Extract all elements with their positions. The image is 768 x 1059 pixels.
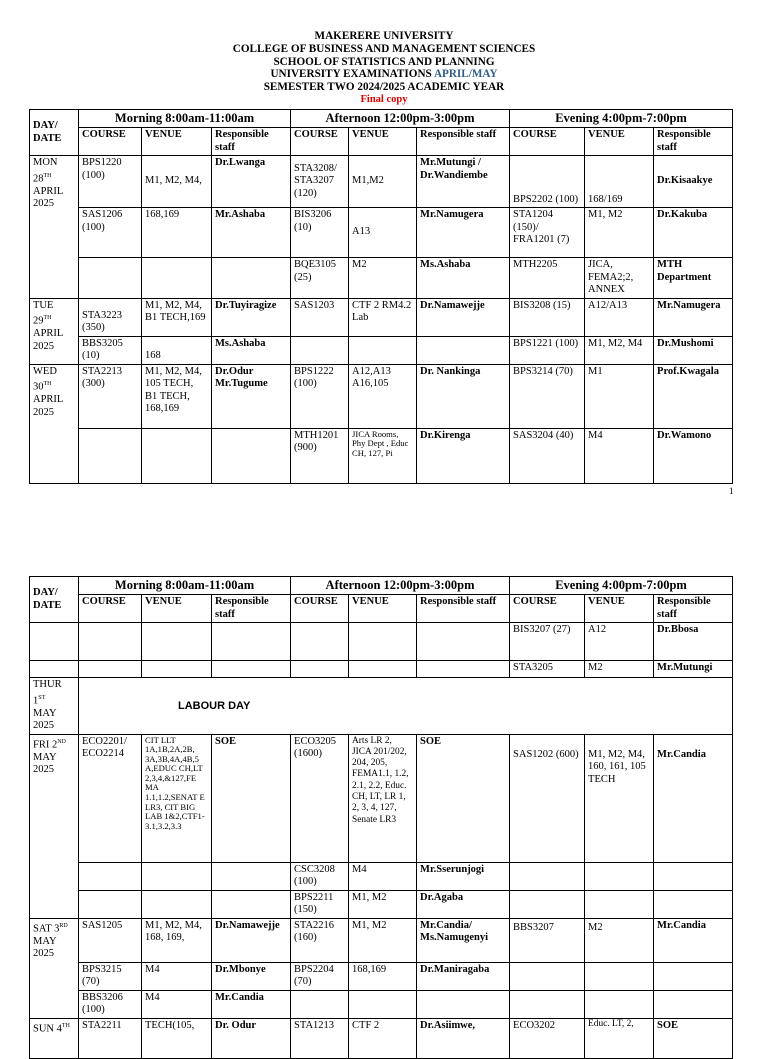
staff-cell: Dr.Kirenga [417,428,510,483]
staff-cell: Mr.Mutungi [654,661,733,678]
empty-cell [585,962,654,990]
venue-cell: 168,169 [142,208,212,258]
empty-cell [510,890,585,918]
venue-cell: Educ. LT, 2, [585,1018,654,1058]
empty-cell [79,258,142,299]
staff-header: Responsible staff [212,595,291,623]
empty-cell [510,990,585,1018]
empty-cell [30,623,79,661]
venue-cell: A13 [349,208,417,258]
venue-cell: M1 [585,364,654,428]
staff-cell: Dr.Agaba [417,890,510,918]
day-cell-mon: MON 28TH APRIL 2025 [30,156,79,299]
empty-cell [654,990,733,1018]
day-date-header: DAY/ DATE [30,577,79,623]
staff-cell: Mr.Candia [212,990,291,1018]
staff-cell: Mr.Candia [654,918,733,962]
course-cell: STA3205 [510,661,585,678]
empty-cell [212,862,291,890]
staff-header: Responsible staff [654,595,733,623]
university-name: MAKERERE UNIVERSITY [314,30,454,42]
venue-cell: Arts LR 2, JICA 201/202, 204, 205, FEMA1.1, 1.2, 2.1, 2.2, Educ. CH, LT, LR 1, 2, 3, 4, 127, Senate LR3 [349,734,417,862]
day-cell-fri: FRI 2ND MAY 2025 [30,734,79,918]
empty-cell [417,990,510,1018]
course-cell: BPS3215 (70) [79,962,142,990]
course-cell: ECO3202 [510,1018,585,1058]
venue-cell: M1, M2, M4 [585,336,654,364]
staff-cell: Dr.Bbosa [654,623,733,661]
staff-cell: MTH Department [654,258,733,299]
course-header: COURSE [510,128,585,156]
day-cell-sun: SUN 4TH [30,1018,79,1058]
venue-header: VENUE [585,595,654,623]
venue-cell: M2 [349,258,417,299]
staff-cell: Dr.Mbonye [212,962,291,990]
empty-cell [654,890,733,918]
empty-cell [212,623,291,661]
day-cell-tue: TUE 29TH APRIL 2025 [30,298,79,364]
course-cell: BPS1220 (100) [79,156,142,208]
course-cell: BIS3208 (15) [510,298,585,336]
empty-cell [349,336,417,364]
empty-cell [585,862,654,890]
empty-cell [79,623,142,661]
empty-cell [212,661,291,678]
venue-cell: 168/169 [585,156,654,208]
staff-cell: Ms.Ashaba [417,258,510,299]
document-header [0,30,768,107]
course-cell: STA3208/ STA3207 (120) [291,156,349,208]
empty-cell [30,661,79,678]
school-name: SCHOOL OF STATISTICS AND PLANNING [273,55,495,68]
timetable-page-2 [29,576,733,1059]
course-cell: SAS1203 [291,298,349,336]
empty-cell [142,890,212,918]
venue-cell: JICA, FEMA2;2, ANNEX [585,258,654,299]
venue-cell: M1, M2, M4, 168, 169, [142,918,212,962]
course-cell: BPS2211 (150) [291,890,349,918]
staff-cell: SOE [654,1018,733,1058]
empty-cell [79,862,142,890]
venue-cell: M1, M2 [349,918,417,962]
staff-cell: Ms.Ashaba [212,336,291,364]
staff-cell: Dr.Namawejje [417,298,510,336]
venue-cell: M4 [142,990,212,1018]
exam-period: APRIL/MAY [433,68,498,81]
staff-cell: Dr.Lwanga [212,156,291,208]
course-cell: SAS1202 (600) [510,734,585,862]
venue-cell: CIT LLT 1A,1B,2A,2B, 3A,3B,4A,4B,5 A,EDUC CH,LT 2,3,4,&127,FE MA 1.1,1.2,SENAT E LR3, CIT BIG LAB 1&2,CTF1- 3.1,3.2,3.3 [142,734,212,862]
empty-cell [585,890,654,918]
empty-cell [79,890,142,918]
course-cell: SAS1206 (100) [79,208,142,258]
course-header: COURSE [291,595,349,623]
empty-cell [142,623,212,661]
morning-header: Morning 8:00am-11:00am [79,110,291,128]
venue-cell: A12 [585,623,654,661]
course-cell: MTH1201 (900) [291,428,349,483]
empty-cell [417,623,510,661]
course-cell: MTH2205 [510,258,585,299]
venue-header: VENUE [349,128,417,156]
empty-cell [654,962,733,990]
evening-header: Evening 4:00pm-7:00pm [510,577,733,595]
staff-cell: Dr.Namawejje [212,918,291,962]
exam-title [0,68,768,81]
empty-cell [291,336,349,364]
venue-header: VENUE [142,128,212,156]
exam-title-prefix: UNIVERSITY EXAMINATIONS [270,68,434,81]
course-cell: BQE3105 (25) [291,258,349,299]
page-number: 1 [729,486,734,496]
course-cell: SAS1205 [79,918,142,962]
empty-cell [212,258,291,299]
venue-cell: M1, M2, M4, B1 TECH,169 [142,298,212,336]
staff-cell: Dr. Odur [212,1018,291,1058]
course-cell: STA2216 (160) [291,918,349,962]
staff-cell: Mr.Candia [654,734,733,862]
empty-cell [291,623,349,661]
venue-cell: M1, M2, M4, [142,156,212,208]
empty-cell [291,990,349,1018]
staff-cell: Mr.Sserunjogi [417,862,510,890]
venue-cell: A12/A13 [585,298,654,336]
empty-cell [142,258,212,299]
empty-cell [291,661,349,678]
course-header: COURSE [79,595,142,623]
course-cell: BBS3206 (100) [79,990,142,1018]
course-cell: ECO3205 (1600) [291,734,349,862]
course-cell: BPS3214 (70) [510,364,585,428]
staff-cell: Dr.Maniragaba [417,962,510,990]
day-cell-wed: WED 30TH APRIL 2025 [30,364,79,483]
staff-header: Responsible staff [212,128,291,156]
venue-cell: M1, M2 [585,208,654,258]
staff-cell: Dr.Wamono [654,428,733,483]
venue-cell: M2 [585,661,654,678]
day-cell-thu: THUR 1ST MAY 2025 [30,678,79,735]
course-cell: STA2213 (300) [79,364,142,428]
staff-cell: Mr.Candia/ Ms.Namugenyi [417,918,510,962]
staff-cell: SOE [212,734,291,862]
staff-cell: Dr.Odur Mr.Tugume [212,364,291,428]
empty-cell [417,661,510,678]
venue-cell: A12,A13 A16,105 [349,364,417,428]
course-cell: BPS2204 (70) [291,962,349,990]
empty-cell [79,661,142,678]
course-cell: BPS1222 (100) [291,364,349,428]
staff-cell: Mr.Namugera [654,298,733,336]
venue-cell: M1, M2, M4, 160, 161, 105 TECH [585,734,654,862]
venue-header: VENUE [142,595,212,623]
staff-header: Responsible staff [654,128,733,156]
staff-cell: Prof.Kwagala [654,364,733,428]
venue-cell: M4 [349,862,417,890]
empty-cell [142,428,212,483]
afternoon-header: Afternoon 12:00pm-3:00pm [291,110,510,128]
college-name: COLLEGE OF BUSINESS AND MANAGEMENT SCIENCES [232,42,536,55]
course-cell: SAS3204 (40) [510,428,585,483]
empty-cell [212,890,291,918]
final-copy-label: Final copy [360,93,408,105]
staff-cell: Dr.Kisaakye [654,156,733,208]
day-date-header: DAY/ DATE [30,110,79,156]
staff-cell: Dr.Mushomi [654,336,733,364]
course-cell: BPS2202 (100) [510,156,585,208]
course-cell: STA2211 [79,1018,142,1058]
staff-cell: Dr. Nankinga [417,364,510,428]
day-cell-sat: SAT 3RD MAY 2025 [30,918,79,1018]
course-header: COURSE [291,128,349,156]
venue-cell: M4 [585,428,654,483]
staff-cell: SOE [417,734,510,862]
venue-cell: M2 [585,918,654,962]
course-cell: STA1213 [291,1018,349,1058]
empty-cell [510,862,585,890]
empty-cell [510,962,585,990]
course-cell: STA1204 (150)/ FRA1201 (7) [510,208,585,258]
course-cell: CSC3208 (100) [291,862,349,890]
empty-cell [349,990,417,1018]
venue-cell: CTF 2 [349,1018,417,1058]
course-header: COURSE [510,595,585,623]
course-cell: STA3223 (350) [79,298,142,336]
venue-header: VENUE [585,128,654,156]
afternoon-header: Afternoon 12:00pm-3:00pm [291,577,510,595]
staff-cell: Mr.Namugera [417,208,510,258]
empty-cell [349,661,417,678]
staff-cell: Dr.Asiimwe, [417,1018,510,1058]
venue-cell: M1, M2 [349,890,417,918]
staff-cell: Dr.Kakuba [654,208,733,258]
venue-cell: 168,169 [349,962,417,990]
course-header: COURSE [79,128,142,156]
venue-cell: CTF 2 RM4.2 Lab [349,298,417,336]
course-cell: ECO2201/ ECO2214 [79,734,142,862]
staff-header: Responsible staff [417,595,510,623]
labour-day-label: LABOUR DAY [79,678,733,735]
evening-header: Evening 4:00pm-7:00pm [510,110,733,128]
course-cell: BPS1221 (100) [510,336,585,364]
venue-cell: JICA Rooms, Phy Dept , Educ CH, 127, Pi [349,428,417,483]
course-cell: BBS3205 (10) [79,336,142,364]
venue-cell: TECH(105, [142,1018,212,1058]
empty-cell [654,862,733,890]
empty-cell [349,623,417,661]
venue-cell: M4 [142,962,212,990]
staff-cell: Mr.Ashaba [212,208,291,258]
empty-cell [212,428,291,483]
venue-cell: 168 [142,336,212,364]
course-cell: BIS3206 (10) [291,208,349,258]
course-cell: BBS3207 [510,918,585,962]
empty-cell [142,862,212,890]
empty-cell [585,990,654,1018]
semester-title: SEMESTER TWO 2024/2025 ACADEMIC YEAR [263,81,505,94]
staff-header: Responsible staff [417,128,510,156]
morning-header: Morning 8:00am-11:00am [79,577,291,595]
empty-cell [142,661,212,678]
staff-cell: Dr.Tuyiragize [212,298,291,336]
empty-cell [417,336,510,364]
venue-header: VENUE [349,595,417,623]
empty-cell [79,428,142,483]
staff-cell: Mr.Mutungi / Dr.Wandiembe [417,156,510,208]
timetable-page-1 [29,109,733,484]
venue-cell: M1,M2 [349,156,417,208]
course-cell: BIS3207 (27) [510,623,585,661]
venue-cell: M1, M2, M4, 105 TECH, B1 TECH, 168,169 [142,364,212,428]
